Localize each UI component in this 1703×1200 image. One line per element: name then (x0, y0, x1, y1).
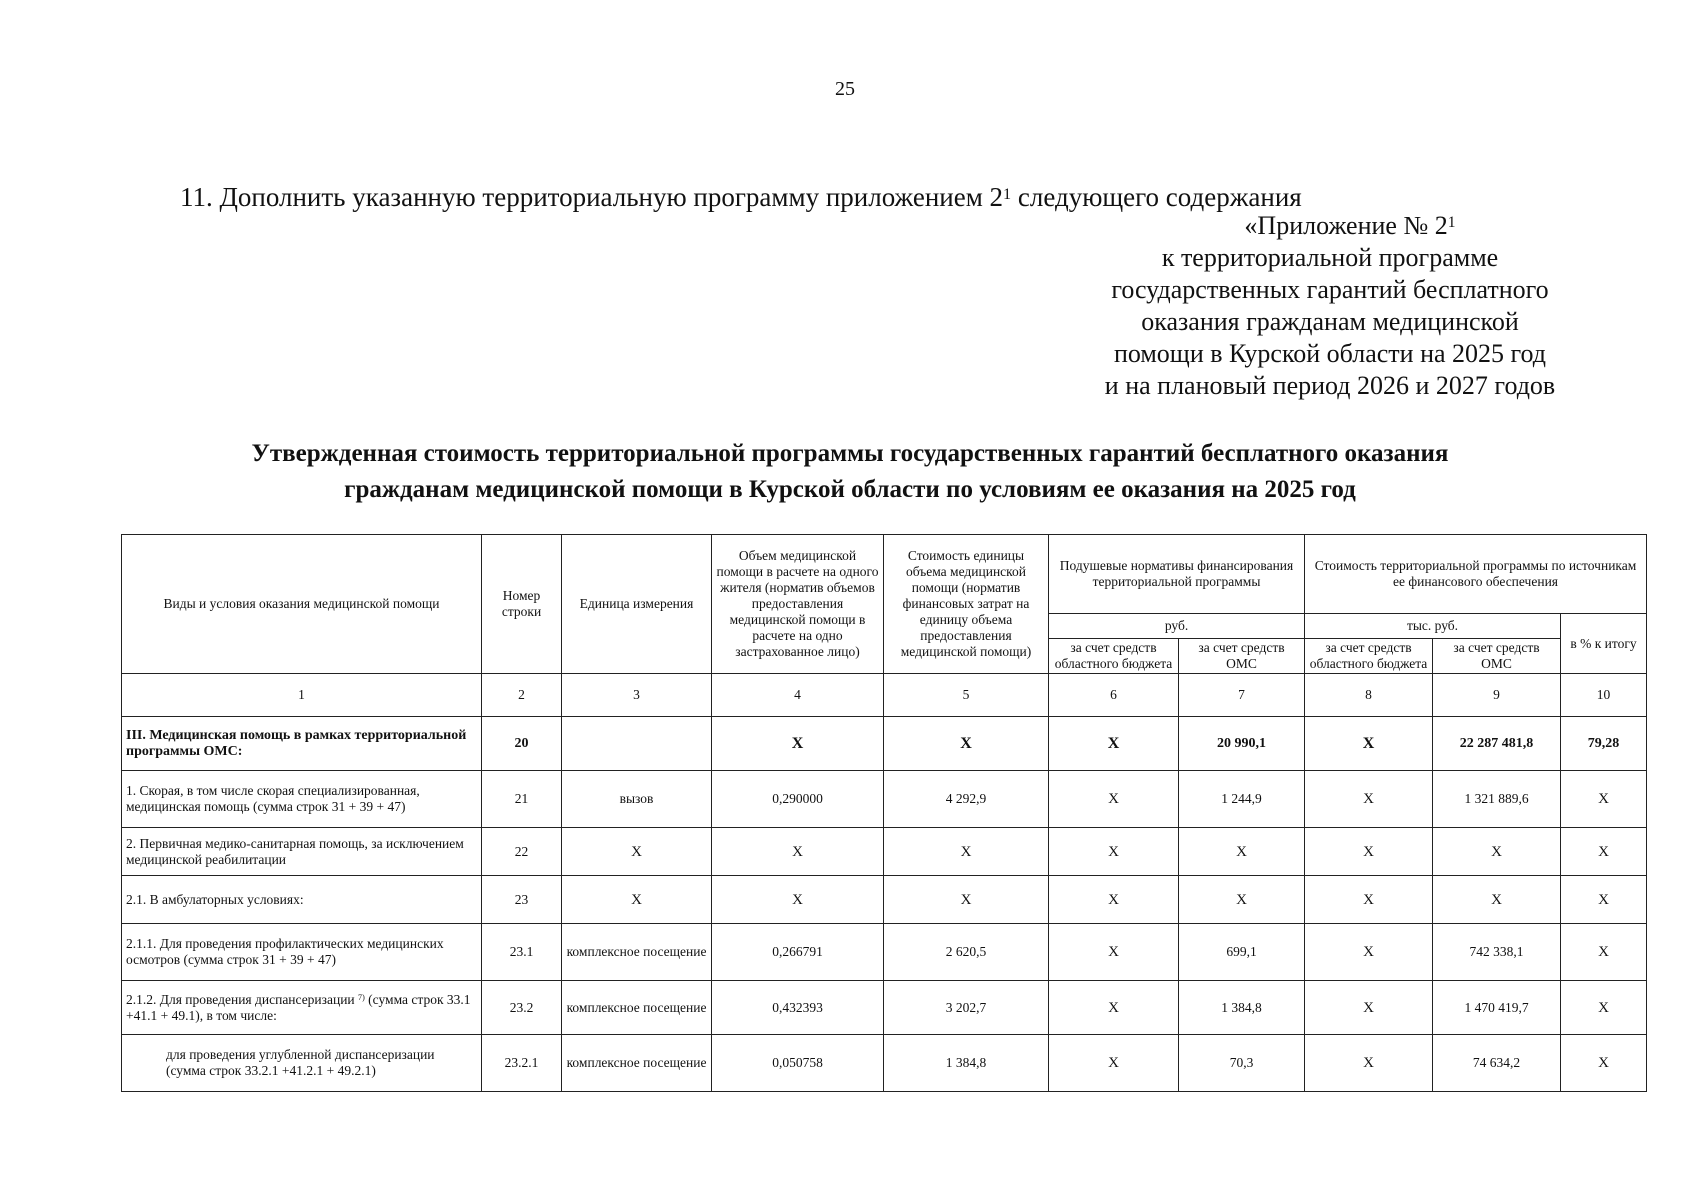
table-row (122, 924, 1647, 981)
header-unit: Единица измерения (562, 535, 712, 674)
row-unit-cost: X (884, 828, 1049, 876)
document-title (110, 436, 1590, 508)
column-number: 8 (1305, 674, 1433, 717)
header-row-number: Номер строки (482, 535, 562, 674)
column-number: 4 (712, 674, 884, 717)
header-program-cost: Стоимость территориальной программы по источникам ее финансового обеспечения (1305, 535, 1647, 614)
row-unit-cost: X (884, 717, 1049, 771)
row-unit-cost: 3 202,7 (884, 981, 1049, 1035)
header-per-capita: Подушевые нормативы финансирования территориальной программы (1049, 535, 1305, 614)
program-cost-table (121, 534, 1647, 1092)
row-cost-budget: X (1305, 981, 1433, 1035)
row-volume: X (712, 717, 884, 771)
column-number: 7 (1179, 674, 1305, 717)
row-per-capita-oms: 1 384,8 (1179, 981, 1305, 1035)
table-row (122, 876, 1647, 924)
column-number-row (122, 674, 1647, 717)
row-volume: 0,050758 (712, 1035, 884, 1092)
row-per-capita-oms: 20 990,1 (1179, 717, 1305, 771)
appendix-title-superscript: 1 (1447, 213, 1456, 231)
row-number: 23.1 (482, 924, 562, 981)
row-name: 2.1. В амбулаторных условиях: (122, 876, 482, 924)
appendix-line: государственных гарантий бесплатного (1111, 275, 1549, 304)
row-cost-oms: 74 634,2 (1433, 1035, 1561, 1092)
row-unit-cost: 2 620,5 (884, 924, 1049, 981)
intro-text: 11. Дополнить указанную территориальную программу приложением 2 (180, 182, 1004, 212)
row-per-capita-oms: X (1179, 828, 1305, 876)
column-number: 2 (482, 674, 562, 717)
row-percent: X (1561, 771, 1647, 828)
row-per-capita-oms: X (1179, 876, 1305, 924)
appendix-heading (1080, 210, 1580, 402)
appendix-title (1080, 210, 1580, 242)
column-number: 5 (884, 674, 1049, 717)
column-number: 9 (1433, 674, 1561, 717)
intro-paragraph (180, 182, 1302, 213)
row-volume: 0,266791 (712, 924, 884, 981)
header-unit-cost: Стоимость единицы объема медицинской помощи (норматив финансовых затрат на единицу объема предоставления медицинской помощи) (884, 535, 1049, 674)
row-volume: X (712, 828, 884, 876)
appendix-line: к территориальной программе (1161, 243, 1499, 272)
page-number: 25 (835, 78, 855, 100)
row-unit: комплексное посещение (562, 1035, 712, 1092)
header-thousand-rub: тыс. руб. (1305, 614, 1561, 639)
row-name: 2. Первичная медико-санитарная помощь, за исключением медицинской реабилитации (122, 828, 482, 876)
appendix-line: помощи в Курской области на 2025 год (1113, 339, 1547, 368)
row-unit-cost: 1 384,8 (884, 1035, 1049, 1092)
header-per-capita-oms: за счет средств ОМС (1179, 639, 1305, 674)
footnote-marker: 7) (358, 992, 365, 1002)
row-unit-cost: X (884, 876, 1049, 924)
row-unit: комплексное посещение (562, 924, 712, 981)
header-cost-budget: за счет средств областного бюджета (1305, 639, 1433, 674)
row-cost-budget: X (1305, 924, 1433, 981)
row-per-capita-budget: X (1049, 828, 1179, 876)
row-per-capita-budget: X (1049, 924, 1179, 981)
column-number: 6 (1049, 674, 1179, 717)
row-name (122, 981, 482, 1035)
row-per-capita-budget: X (1049, 981, 1179, 1035)
table-row (122, 717, 1647, 771)
document-title-line: гражданам медицинской помощи в Курской области по условиям ее оказания на 2025 год (344, 476, 1356, 503)
row-per-capita-budget: X (1049, 876, 1179, 924)
row-cost-budget: X (1305, 876, 1433, 924)
document-title-line: Утвержденная стоимость территориальной программы государственных гарантий бесплатного оказания (251, 440, 1449, 467)
header-rub: руб. (1049, 614, 1305, 639)
row-cost-oms: 742 338,1 (1433, 924, 1561, 981)
row-unit (562, 717, 712, 771)
row-number: 23.2 (482, 981, 562, 1035)
appendix-line: оказания гражданам медицинской (1141, 307, 1519, 336)
row-name: 2.1.1. Для проведения профилактических медицинских осмотров (сумма строк 31 + 39 + 47) (122, 924, 482, 981)
row-unit: X (562, 828, 712, 876)
row-name-text-after: (сумма строк 33.1 +41.1 + 49.1), в том числе: (126, 991, 471, 1023)
row-name: III. Медицинская помощь в рамках территориальной программы ОМС: (122, 717, 482, 771)
row-unit: X (562, 876, 712, 924)
header-cost-oms: за счет средств ОМС (1433, 639, 1561, 674)
header-kind: Виды и условия оказания медицинской помощи (122, 535, 482, 674)
intro-text-after: следующего содержания (1011, 182, 1302, 212)
row-percent: X (1561, 1035, 1647, 1092)
column-number: 3 (562, 674, 712, 717)
row-cost-oms: 1 321 889,6 (1433, 771, 1561, 828)
row-percent: X (1561, 924, 1647, 981)
row-unit: комплексное посещение (562, 981, 712, 1035)
row-number: 20 (482, 717, 562, 771)
row-cost-oms: X (1433, 828, 1561, 876)
row-per-capita-oms: 699,1 (1179, 924, 1305, 981)
row-unit-cost: 4 292,9 (884, 771, 1049, 828)
row-unit: вызов (562, 771, 712, 828)
row-per-capita-oms: 1 244,9 (1179, 771, 1305, 828)
row-number: 23 (482, 876, 562, 924)
row-percent: X (1561, 876, 1647, 924)
row-cost-budget: X (1305, 1035, 1433, 1092)
row-number: 21 (482, 771, 562, 828)
row-volume: X (712, 876, 884, 924)
header-per-capita-budget: за счет средств областного бюджета (1049, 639, 1179, 674)
table-row (122, 1035, 1647, 1092)
row-cost-budget: X (1305, 771, 1433, 828)
row-cost-oms: 1 470 419,7 (1433, 981, 1561, 1035)
header-volume: Объем медицинской помощи в расчете на одного жителя (норматив объемов предоставления медицинской помощи в расчете на одно застрахованное лицо) (712, 535, 884, 674)
row-cost-budget: X (1305, 717, 1433, 771)
row-name: 1. Скорая, в том числе скорая специализированная, медицинская помощь (сумма строк 31 + 39 + 47) (122, 771, 482, 828)
row-cost-oms: 22 287 481,8 (1433, 717, 1561, 771)
row-per-capita-budget: X (1049, 1035, 1179, 1092)
row-percent: 79,28 (1561, 717, 1647, 771)
row-percent: X (1561, 828, 1647, 876)
row-percent: X (1561, 981, 1647, 1035)
header-percent: в % к итогу (1561, 614, 1647, 674)
row-number: 23.2.1 (482, 1035, 562, 1092)
column-number: 10 (1561, 674, 1647, 717)
table-row (122, 771, 1647, 828)
row-volume: 0,290000 (712, 771, 884, 828)
row-cost-budget: X (1305, 828, 1433, 876)
row-name: для проведения углубленной диспансеризации (сумма строк 33.2.1 +41.2.1 + 49.2.1) (122, 1035, 482, 1092)
row-cost-oms: X (1433, 876, 1561, 924)
appendix-line: и на плановый период 2026 и 2027 годов (1104, 371, 1556, 400)
table-row (122, 981, 1647, 1035)
appendix-title-text: «Приложение № 2 (1244, 211, 1448, 240)
row-volume: 0,432393 (712, 981, 884, 1035)
row-per-capita-oms: 70,3 (1179, 1035, 1305, 1092)
table-row (122, 828, 1647, 876)
row-name-text: 2.1.2. Для проведения диспансеризации (126, 991, 355, 1007)
intro-superscript: 1 (1003, 184, 1012, 203)
row-per-capita-budget: X (1049, 771, 1179, 828)
row-number: 22 (482, 828, 562, 876)
row-per-capita-budget: X (1049, 717, 1179, 771)
column-number: 1 (122, 674, 482, 717)
